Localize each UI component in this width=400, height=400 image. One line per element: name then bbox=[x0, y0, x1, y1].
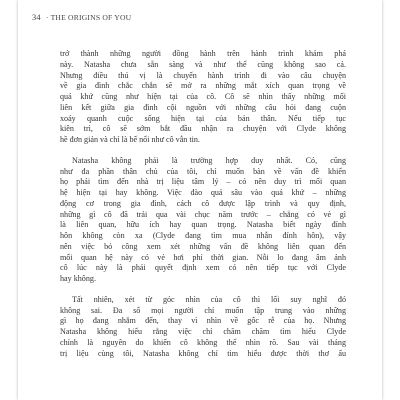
text-line: hay không. bbox=[60, 274, 96, 283]
text-line: này. Natasha chưa sẵn sàng và như thể cũng không sao cả. bbox=[60, 59, 346, 69]
text-line: không sai. Đa số mọi người chỉ muốn tập trung vào những bbox=[60, 305, 346, 315]
page-number: 34 bbox=[32, 13, 41, 22]
text-line: Tất nhiên, xét từ góc nhìn của cô thì lối suy nghĩ đó bbox=[72, 294, 346, 304]
text-line: quá khứ cũng như hiện tại của cô. Cô sẽ nhìn thấy những mối bbox=[60, 92, 346, 101]
text-line: Natasha không phải là trường hợp duy nhất. Có, cũng bbox=[72, 155, 346, 165]
text-line: trị liệu cùng tôi, Natasha không chỉ tìm hiểu được thời thơ ấu bbox=[60, 348, 346, 358]
paragraph-2 bbox=[60, 156, 346, 285]
text-line: động cơ trong gia đình, cách cô được lập trình và quy định, bbox=[60, 198, 346, 208]
text-line: hôn không còn xa (Clyde đang tìm mua nhẫn đính hôn), vậy bbox=[60, 231, 346, 240]
text-line: mối quan hệ này có vẻ hơi phí thời gian. Nỗi lo đang âm ảnh bbox=[60, 252, 346, 262]
text-line: Nhưng điều thú vị là chuyến hành trình đi vào câu chuyện bbox=[60, 70, 346, 80]
text-line: kiên trì, cô sẽ sớm bắt đầu nhận ra chuyện với Clyde không bbox=[60, 124, 346, 134]
text-line: họ phải tìm đến nhà trị liệu tâm lý – có nên duy trì mối quan bbox=[60, 177, 346, 187]
text-line: như đa phần thân chủ của tôi, chỉ muốn bàn về vấn đề khiến bbox=[60, 166, 346, 176]
text-line: cô lúc này là phải quyết định xem có nên tiếp tục với Clyde bbox=[60, 263, 346, 273]
running-header bbox=[32, 13, 131, 22]
paragraph-1 bbox=[60, 49, 346, 146]
text-line: liên kết giữa gia đình cội nguồn với những câu hỏi đang cuộn bbox=[60, 102, 346, 112]
text-line: nên việc bỏ công xem xét những vấn đề không liên quan đến bbox=[60, 241, 346, 251]
paragraph-3 bbox=[60, 295, 346, 360]
header-separator: · bbox=[45, 13, 49, 22]
text-line: trở thành những người đồng hành trên hành trình khám phá bbox=[60, 49, 346, 58]
text-line: Natasha không hiểu rằng việc chỉ chăm chăm tìm hiểu Clyde bbox=[60, 327, 346, 336]
text-line: những gì cô đã trải qua vài chục năm trước – chẳng có vẻ gì bbox=[60, 209, 346, 219]
book-page bbox=[18, 0, 382, 400]
text-line: hề đơn giản và chỉ là bế nổi như cô vẫn tin. bbox=[60, 135, 200, 144]
text-line: hệ hiện tại hay không. Việc đào quá sâu vào quá khứ – những bbox=[60, 188, 346, 197]
text-line: là liên quan, hữu ích hay quan trọng. Natasha biết ngày đính bbox=[60, 220, 346, 230]
text-line: gì họ đang nhắm đến, thay vì nhìn về gốc rễ của họ. Nhưng bbox=[60, 316, 346, 326]
body-text bbox=[60, 49, 346, 359]
text-line: chính là nguyên do khiến cô không thể nhìn rõ. Sau vài tháng bbox=[60, 337, 346, 347]
text-line: về gia đình chắc chắn sẽ mở ra những mắt xích quan trọng về bbox=[60, 81, 346, 91]
book-title: THE ORIGINS OF YOU bbox=[50, 13, 132, 22]
text-line: xoáy quanh cuộc sống hiện tại của bản thân. Nếu tiếp tục bbox=[60, 113, 346, 123]
